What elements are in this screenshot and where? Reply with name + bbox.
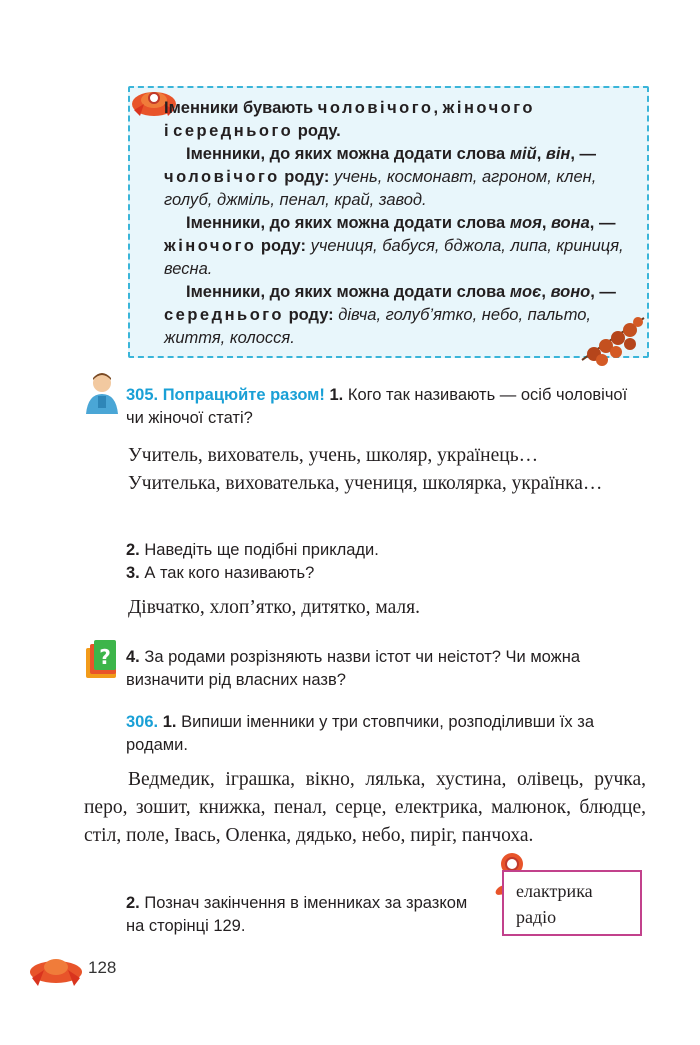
ex306-heading: 306. 1. Випиши іменники у три стовпчики, розподіливши їх за родами. [126, 713, 594, 754]
rule-text: Іменники бувають чоловічого, жіночого і середнього роду. Іменники, до яких можна додати слова мій, він, — чоловічого роду: учень, космонавт, агроном, клен, голуб, джміль, пенал, край, завод. Іменники, до яких можна додати слова моя, вона, — жіночого роду: учениця, бабуся, бджола, липа, криниця, весна. Іменники, до яких можна додати слова моє, воно, — середнього роду: дівча, голуб’ятко, небо, пальто, життя, колосся. [164, 99, 624, 347]
ex305-q2-q3: 2. Наведіть ще подібні приклади. 3. А так кого називають? [126, 541, 379, 582]
ex305-words-1: Учитель, вихователь, учень, школяр, українець… Учителька, вихователька, учениця, школярка, українка… [128, 445, 603, 494]
ex306-q2: 2. Познач закінчення в іменниках за зразком на сторінці 129. [126, 894, 468, 935]
student-avatar-icon [84, 372, 120, 414]
svg-text:?: ? [99, 645, 111, 669]
sample-answer-text: елaктрика рaдіо [516, 881, 593, 927]
ex306-words: Ведмедик, іграшка, вікно, лялька, хустина, олівець, ручка, перо, зошит, книжка, пенал, серце, електрика, малюнок, блюдце, стіл, поле, Івась, Оленка, дядько, небо, пиріг, панчоха. [84, 769, 646, 846]
book-question-icon [84, 640, 120, 680]
ex305-words-3: Дівчатко, хлоп’ятко, дитятко, маля. [128, 597, 420, 618]
page-number: 128 [88, 958, 117, 977]
ex305-q4: 4. За родами розрізняють назви істот чи неістот? Чи можна визначити рід власних назв? [126, 648, 580, 689]
ex305-heading: 305. Попрацюйте разом! 1. Кого так називають — осіб чоловічої чи жіночої статі? [126, 386, 628, 427]
footer-flower-icon [28, 952, 84, 988]
